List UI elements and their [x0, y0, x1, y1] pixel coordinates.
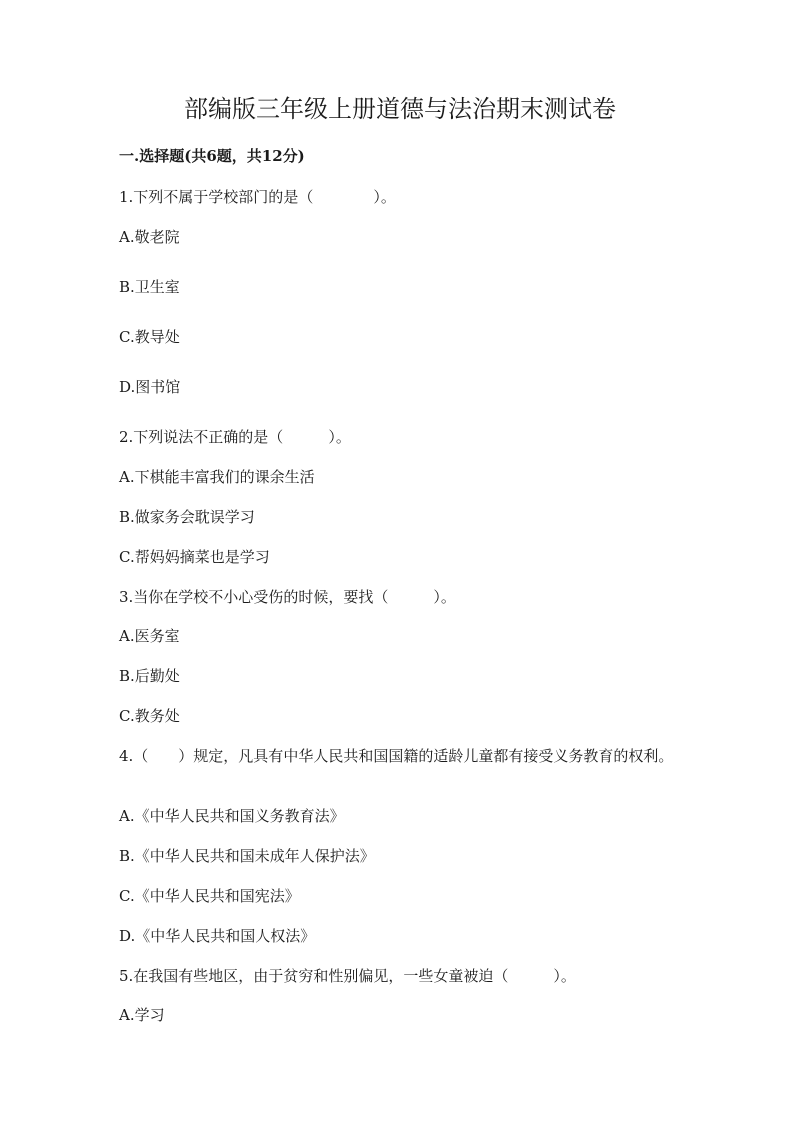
question-5-stem: 5.在我国有些地区，由于贫穷和性别偏见，一些女童被迫（ ）。: [119, 967, 576, 985]
question-2-option-c: C.帮妈妈摘菜也是学习: [119, 548, 270, 566]
question-4-stem: 4.（ ）规定，凡具有中华人民共和国国籍的适龄儿童都有接受义务教育的权利。: [119, 747, 674, 765]
question-4-option-b: B.《中华人民共和国未成年人保护法》: [119, 847, 375, 865]
question-1-option-d: D.图书馆: [119, 378, 181, 396]
question-5-option-a: A.学习: [119, 1006, 165, 1024]
question-1-stem: 1.下列不属于学校部门的是（ ）。: [119, 188, 396, 206]
question-4-option-d: D.《中华人民共和国人权法》: [119, 927, 316, 945]
question-2-option-a: A.下棋能丰富我们的课余生活: [119, 468, 315, 486]
question-3-option-a: A.医务室: [119, 627, 180, 645]
question-4-option-a: A.《中华人民共和国义务教育法》: [119, 807, 345, 825]
section-heading: 一.选择题(共6题，共12分): [119, 147, 305, 165]
question-2-option-b: B.做家务会耽误学习: [119, 508, 255, 526]
question-1-option-c: C.教导处: [119, 328, 180, 346]
question-4-option-c: C.《中华人民共和国宪法》: [119, 887, 300, 905]
question-2-stem: 2.下列说法不正确的是（ ）。: [119, 428, 351, 446]
question-3-stem: 3.当你在学校不小心受伤的时候，要找（ ）。: [119, 588, 456, 606]
question-3-option-c: C.教务处: [119, 707, 180, 725]
question-3-option-b: B.后勤处: [119, 667, 180, 685]
question-1-option-b: B.卫生室: [119, 278, 180, 296]
page-title: 部编版三年级上册道德与法治期末测试卷: [184, 95, 616, 123]
question-1-option-a: A.敬老院: [119, 228, 180, 246]
